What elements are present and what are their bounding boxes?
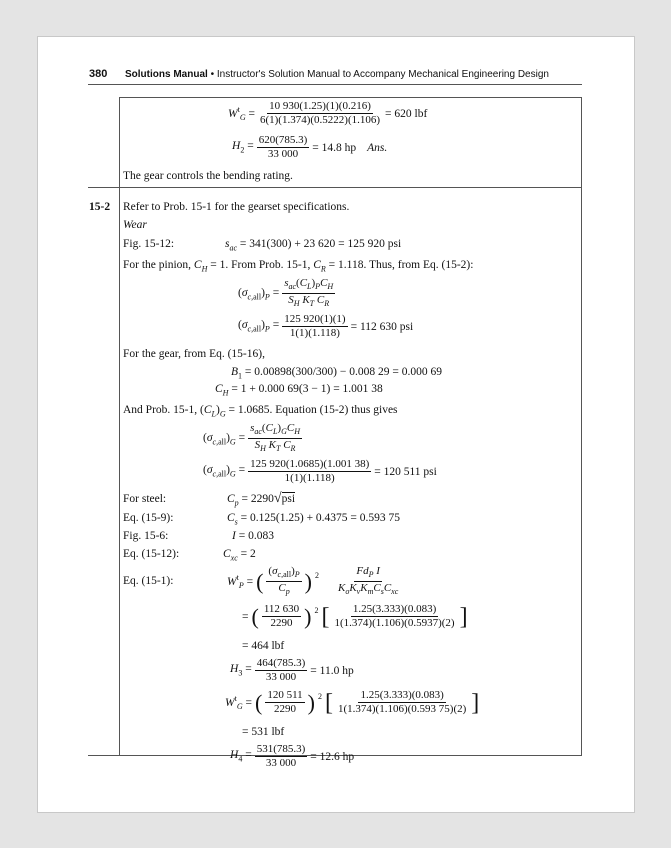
eq-15-12-label: Eq. (15-12): xyxy=(123,548,180,560)
problem-intro: Refer to Prob. 15-1 for the gearset specifications. xyxy=(123,201,350,213)
and-prob-text: And Prob. 15-1, $(C_L)_G = 1.0685$. Equation (15-2) thus gives xyxy=(123,404,398,419)
fig-15-12-label: Fig. 15-12: xyxy=(123,238,175,250)
book-title: Solutions Manual xyxy=(125,69,208,80)
page-number: 380 xyxy=(89,68,108,80)
box1-top xyxy=(119,97,582,98)
sac-equation: $s_{ac} = 341(300) + 23$ 620 = 125 920 psi xyxy=(225,238,402,253)
h3-equation: $H_3$ = $\frac{464(785.3)}{33 000}$ = 11.0 hp xyxy=(230,657,354,683)
h4-equation: $H_4$ = $\frac{531(785.3)}{33 000}$ = 12.6 hp xyxy=(230,743,355,769)
cp-equation: $C_p = 2290√psi$ xyxy=(227,491,296,508)
wg-value: $W^t_G$ = ( $\frac{120 511}{2290}$ ) 2 [ $\frac{1.25(3.333)(0.083)}{1(1.374)(1.106)(0.593 75)(2)}$ ] xyxy=(225,689,480,716)
eq-15-1-label: Eq. (15-1): xyxy=(123,575,174,587)
header-subtitle: Instructor's Solution Manual to Accompany Mechanical Engineering Design xyxy=(216,69,549,80)
steel-label: For steel: xyxy=(123,493,167,505)
sigma-gear-formula: $(\sigma_{c,all})_G$ = $\frac{s_{ac}(C_L)_GC_H}{S_H K_T C_R}$ xyxy=(203,422,300,454)
wg-equation: $W^t_G$ = $\frac{10 930(1.25)(1)(0.216)}{6(1)(1.374)(0.5222)(1.106)}$ = 620 lbf xyxy=(228,100,428,126)
wp-result: = 464 lbf xyxy=(242,640,285,652)
box-right xyxy=(581,97,582,755)
cs-equation: $C_s = 0.125(1.25) + 0.4375 = 0.593$ 75 xyxy=(227,512,401,527)
fig-15-6-label: Fig. 15-6: xyxy=(123,530,169,542)
wp-value: = ( $\frac{112 630}{2290}$ ) 2 [ $\frac{1.25(3.333)(0.083)}{1(1.374)(1.106)(0.5937)(2)}$ ] xyxy=(242,603,468,630)
cxc-equation: $C_{xc} = 2$ xyxy=(223,548,256,563)
box1-bottom xyxy=(88,187,582,188)
eq-15-9-label: Eq. (15-9): xyxy=(123,512,174,524)
sigma-pinion-formula: $(\sigma_{c,all})_P$ = $\frac{s_{ac}(C_L)_PC_H}{S_H K_T C_R}$ xyxy=(238,277,334,309)
rule-top xyxy=(88,84,582,85)
ch-equation: $C_H = 1 + 0.000$ 69(3 − 1) = 1.001 38 xyxy=(215,383,383,398)
gear-text: For the gear, from Eq. (15-16), xyxy=(123,348,265,360)
b1-equation: $B_1 = 0.00898(300/300) - 0.008$ 29 = 0.000 69 xyxy=(231,366,442,381)
gear-controls-note: The gear controls the bending rating. xyxy=(123,170,293,182)
box2-left xyxy=(119,187,120,755)
running-header xyxy=(125,69,549,80)
h2-equation: $H_2$ = $\frac{620(785.3)}{33 000}$ = 14.8 hp Ans. xyxy=(232,134,388,160)
problem-label: 15-2 xyxy=(89,201,111,213)
wear-heading: Wear xyxy=(123,219,147,231)
sigma-gear-value: $(\sigma_{c,all})_G$ = $\frac{125 920(1.0685)(1.001 38)}{1(1)(1.118)}$ = 120 511 psi xyxy=(203,458,437,484)
wg-result: = 531 lbf xyxy=(242,726,285,738)
box1-left xyxy=(119,97,120,187)
i-equation: I = 0.083 xyxy=(232,530,274,542)
pinion-text: For the pinion, $C_H = 1$. From Prob. 15-1, $C_R = 1.118$. Thus, from Eq. (15-2): xyxy=(123,259,474,274)
sigma-pinion-value: $(\sigma_{c,all})_P$ = $\frac{125 920(1)(1)}{1(1)(1.118)}$ = 112 630 psi xyxy=(238,313,414,339)
wp-formula: $W^t_P$ = ( $\frac{(\sigma_{c,all})_P}{C_p}$ ) 2 $\frac{Fd_P I}{K_oK_vK_mC_sC_{xc}}$ xyxy=(227,565,399,597)
header-bullet: • xyxy=(210,69,215,80)
